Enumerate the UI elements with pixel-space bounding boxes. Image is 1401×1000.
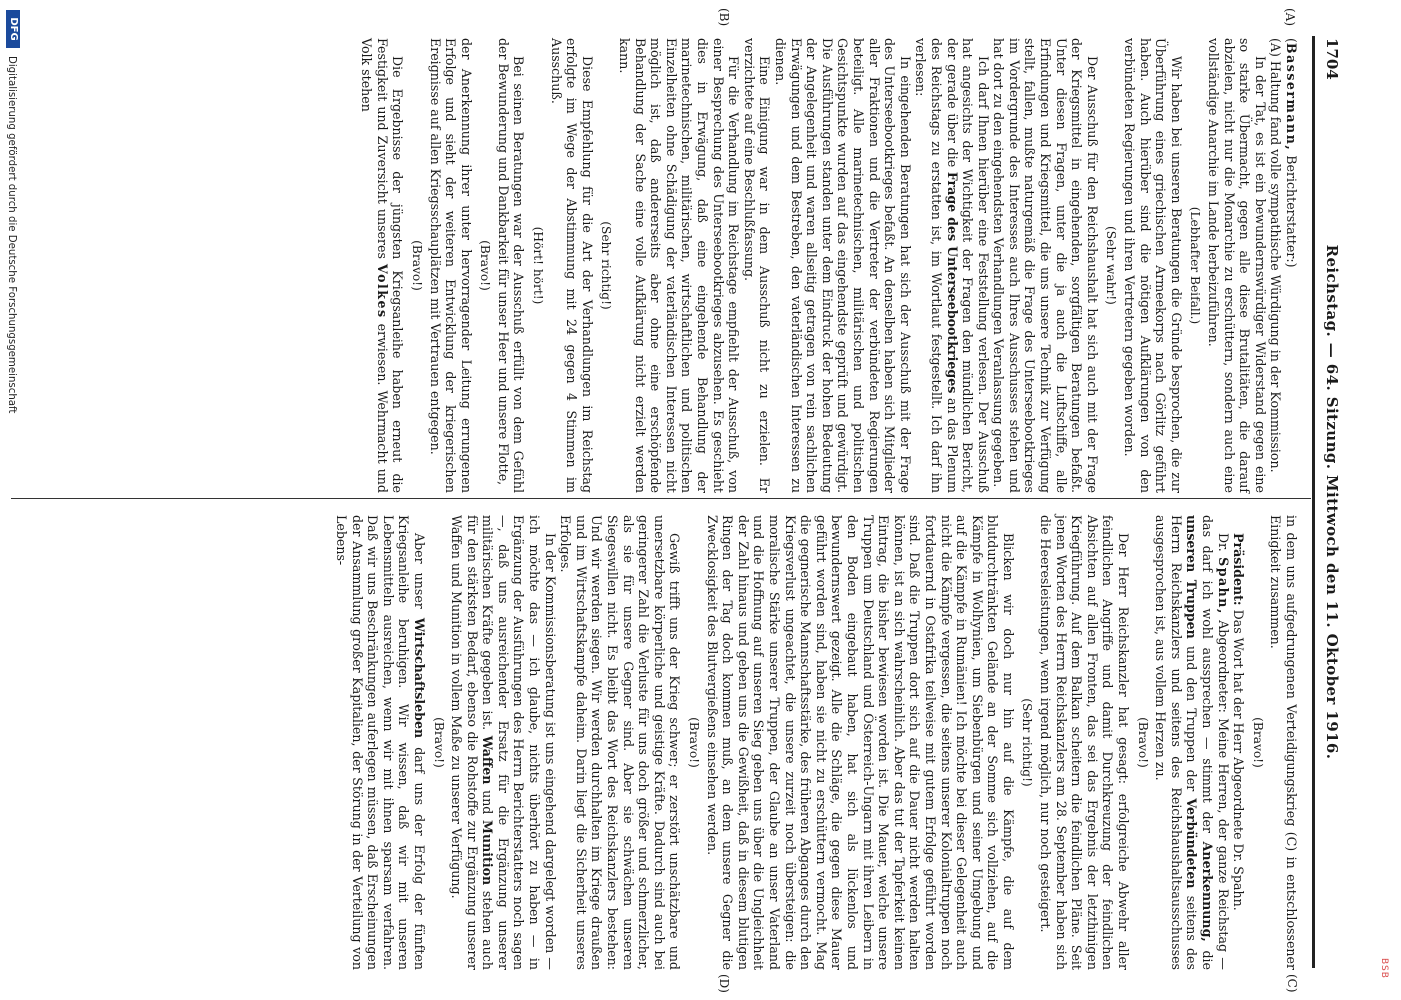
paragraph: Der Ausschuß für den Reichshaushalt hat sich auch mit der Frage der Kriegsmittel in eingehenden, sorgfältigen Beratungen befaßt. Unter diesen Fragen, unter die ja auch die Luftschiffe, alle Erfindungen und Kriegsmittel, die uns unsere Technik zur Verfügung stellt, fallen, mußte naturgemäß die Frage des Unterseebootkrieges im Vordergrunde des Interesses auch Ihres Ausschusses stehen und hat dort zu den eingehendsten Verhandlungen Veranlassung gegeben. [991,38,1100,493]
text-run: Aber unser [411,533,427,609]
paragraph [359,38,406,493]
paragraph: Blicken wir doch nur hin auf die Kämpfe, die auf dem blutdurchtränkten Gelände an der Somme sich vollziehen, auf die Kämpfe in Wolhynien, um Siebenbürgen und seiner Umgebung und auf die Kämpfe in Rumänien! Ich möchte bei dieser Gelegenheit auch nicht die Kämpfe vergessen, die seitens unserer Kolonialtruppen noch fortdauernd in Ostafrika teilweise mit gutem Erfolge geführt worden sind. Daß die Truppen dort sich auf die Dauer nicht werden halten können, ist an sich wahrscheinlich. Aber das tut der Tapferkeit keinen Eintrag, die bisher bewiesen worden ist. Die Mauer, welche unsere Truppen um Deutschland und Österreich-Ungarn mit ihren Leibern in den Boden eingebaut haben, hat sich als lückenlos und bewundernswert gezeigt. Alle die Schläge, die gegen diese Mauer geführt worden sind, haben sie nicht zu erschüttern vermocht. Mag die gegnerische Mannschaftsstärke, des früheren Abganges durch den Kriegsverlust ungeachtet, die unsere zurzeit noch übersteigen: die moralische Stärke unserer Truppen, der Glaube an unser Vaterland und die Hoffnung auf unseren Sieg geben uns über die Ungleichheit der Zahl hinaus und geben uns die Gewißheit, daß in diesem blutigen Ringen der Tag doch kommen muß, an dem unsere Gegner die Zwecklosigkeit des Blutvergießens einsehen werden. [704,515,1016,970]
funding-note: Digitalisierung gefördert durch die Deutsche Forschungsgemeinschaft [6,56,17,414]
interjection: (Bravo!) [1250,717,1265,768]
paragraph: Der Herr Reichskanzler hat gesagt: erfolgreiche Abwehr aller feindlichen Angriffe und damit Durchkreuzung der feindlichen Absichten auf allen Fronten, das sei das Ergebnis der letzthinigen Kriegführung. Auf dem Balkan scheitern die feindlichen Pläne. Seit jenen Worten des Herrn Reichskanzlers am 28. September haben sich die Heeresleistungen, wenn irgend möglich, nur noch gesteigert. [1038,515,1132,970]
paragraph [1231,515,1247,970]
emphasis: unseren Truppen [1184,515,1200,639]
interjection: (Sehr richtig!) [1020,698,1035,787]
text-run: an das Plenum des Reichstags zu erstatten ist, im Wortlaut festgestellt. Ich darf ihn verlesen: [913,38,960,493]
text-run: In der Kommissionsberatung ist uns eingehend dargelegt worden — ich möchte das — ich glaube, nichts überhört zu haben — in Ergänzung der Ausführungen des Herrn Berichterstatters noch sagen —, daß uns ausreichender Ersatz für die Ergänzung unserer militärischen Kräfte gegeben ist. [480,515,558,970]
text-run: Die Ergebnisse der jüngsten Kriegsanleihe haben erneut die Festigkeit und Zuversicht unseres [374,38,406,493]
interjection: (Bravo!) [431,717,446,768]
header-rule [1312,36,1315,968]
text-run: Ich darf Ihnen hierüber eine Feststellung verlesen. Der Ausschuß hat angesichts der Wichtigkeit der Fragen den mündlichen Bericht, der gerade über die [944,38,991,493]
speaker-name: Bassermann, [1284,42,1299,152]
emphasis: Verbündeten [1184,798,1200,889]
interjection: (Sehr richtig!) [599,221,614,310]
text-run: seitens des Herrn Reichskanzlers und seitens des Reichshaushaltsausschusses ausgesprochen ist, aus vollem Herzen zu. [1153,515,1200,970]
text-run: und den Truppen der [1184,646,1200,792]
dfg-logo: DFG [6,10,20,48]
speaker-name: Präsident: [1231,533,1247,606]
speaker-role: Berichterstatter:) [1284,151,1299,268]
page-number: 1704 [1323,38,1341,80]
emphasis: Anerkennung, [1200,841,1216,942]
margin-marker-b: (B) [717,8,731,27]
interjection: (Hört! hört!) [531,226,546,305]
paragraph: In eingehenden Beratungen hat sich der Ausschuß mit der Frage des Unterseebootkrieges befaßt. An denselben haben sich Mitglieder aller Fraktionen und die Vertreter der verbündeten Regierungen beteiligt. Alle marinetechnischen, militärischen und politischen Gesichtspunkte wurden auf das eingehendste geprüft und gewürdigt. Die Ausführungen standen unter dem Eindruck der hohen Bedeutung der Angelegenheit und waren allseitig getragen von rein sachlichen Erwägungen und dem Bestreben, den vaterländischen Interessen zu dienen. [773,38,913,493]
paragraph: In der Tat, es ist ein bewundernswürdiger Widerstand gegen eine so starke Übermacht, gegen alle diese Brutalitäten, die darauf abzielen, nicht nur die Monarchie zu erschüttern, sondern auch eine vollständige Anarchie im Lande herbeizuführen. [1206,38,1268,493]
paragraph: Wir haben bei unseren Beratungen die Gründe besprochen, die zur Überführung eines griechischen Armeekorps nach Görlitz geführt haben. Auch hierüber sind die nötigen Aufklärungen von den verbündeten Regierungen und ihren Vertretern gegeben worden. [1122,38,1184,493]
library-mark: BSB [1379,958,1389,979]
paragraph: Für die Verhandlung im Reichstage empfiehlt der Ausschuß, von einer Besprechung des Unterseebootkrieges abzusehen. Es geschieht dies in Erwägung, daß eine eingehende Behandlung der marinetechnischen, militärischen, wirtschaftlichen und politischen Einzelheiten ohne Schädigung der vaterländischen Interessen nicht möglich ist, daß andererseits aber ohne eine erschöpfende Behandlung der Sache eine volle Aufklärung nicht erzielt werden kann. [617,38,742,493]
text-run: Abgeordneter: Meine Herren, der ganze Reichstag — das darf ich wohl aussprechen — stimmt der [1200,515,1231,970]
margin-marker-c: (C) [1285,974,1299,993]
emphasis: Waffen [480,735,496,785]
paragraph [333,515,427,970]
text-run: Das Wort hat der Herr Abgeordnete Dr. Spahn. [1231,609,1247,911]
text-run: stehen auch für den stärksten Bedarf, ebenso die Rohstoffe zur Ergänzung unserer Waffen und Munition in vollem Maße zu unserer Verfügung. [449,515,496,970]
speaker-name: Spahn, [1215,557,1231,615]
interjection: (Lebhafter Beifall.) [1188,206,1203,325]
left-column [359,38,1299,493]
paragraph: in dem uns aufgedrungenen Verteidigungskrieg (C) in entschlossener Einigkeit zusammen. [1268,515,1299,970]
text-run: Dr. [1215,533,1231,552]
interjection: (Bravo!) [478,240,493,291]
margin-marker-a: (A) [1283,8,1297,27]
interjection: (Bravo!) [409,240,424,291]
text-run: darf uns der Erfolg der fünften Kriegsanleihe beruhigen. Wir wissen, daß wir mit unseren Lebensmitteln ausreichen, wenn wir mit ihnen sparsam verfahren. Daß wir uns Beschränkungen auferlegen müssen, daß Erscheinungen der Ansammlung großer Kapitalien, der Störung in der Verteilung von Lebens- [333,515,427,970]
paragraph: der Anerkennung ihrer unter hervorragender Leitung errungenen Erfolge und sieht der weiteren Entwicklung der kriegerischen Ereignisse auf allen Kriegsschauplätzen mit Vertrauen entgegen. [427,38,474,493]
margin-marker-d: (D) [717,974,731,993]
paragraph: Bei seinen Beratungen war der Ausschuß erfüllt von dem Gefühl der Bewunderung und Dankbarkeit für unser Heer und unsere Flotte, [495,38,527,493]
emphasis: Munition [480,820,496,886]
emphasis: Frage des Unterseebootkrieges [944,171,960,394]
paragraph [1153,515,1231,970]
column-divider [11,498,1311,499]
interjection: (Bravo!) [1135,717,1150,768]
paragraph: Eine Einigung war in dem Ausschuß nicht zu erzielen. Er verzichtete auf eine Beschlußfassung. [741,38,773,493]
speaker-line: (Bassermann, Berichterstatter:) [1284,38,1299,268]
text-run: und [480,790,496,815]
text-run: die [1200,950,1216,970]
page-header [1313,36,1343,968]
right-column [333,515,1299,970]
emphasis: Volkes [374,263,390,319]
interjection: (Bravo!) [687,717,702,768]
emphasis: Wirtschaftsleben [411,617,427,739]
paragraph: (A) Haltung fand volle sympathische Würdigung in der Kommission. [1268,38,1284,473]
running-title: Reichstag. — 64. Sitzung. Mittwoch den 11. Oktober 1916. [1323,244,1341,760]
text-run: erwiesen. Wehrmacht und Volk stehen [359,38,390,493]
paragraph: Diese Empfehlung für die Art der Verhandlungen im Reichstag erfolgte im Wege der Abstimmung mit 24 gegen 4 Stimmen im Ausschuß. [548,38,595,493]
paragraph: Gewiß trifft uns der Krieg schwer; er zerstört unschätzbare und unersetzbare körperliche und geistige Kräfte. Dadurch sind auch bei geringerer Zahl die Verluste für uns doch größer und schmerzlicher, als sie für unsere Gegner sind. Aber sie schwächen unseren Siegeswillen nicht. Es bleibt das Wort des Reichskanzlers bestehen: Und wir werden siegen. Wir werden durchhalten im Kriege draußen und im Wirtschaftskampfe daheim. Darin liegt die Sicherheit unseres Erfolges. [558,515,683,970]
paragraph [913,38,991,493]
paragraph [449,515,558,970]
interjection: (Sehr wahr!) [1104,226,1119,305]
